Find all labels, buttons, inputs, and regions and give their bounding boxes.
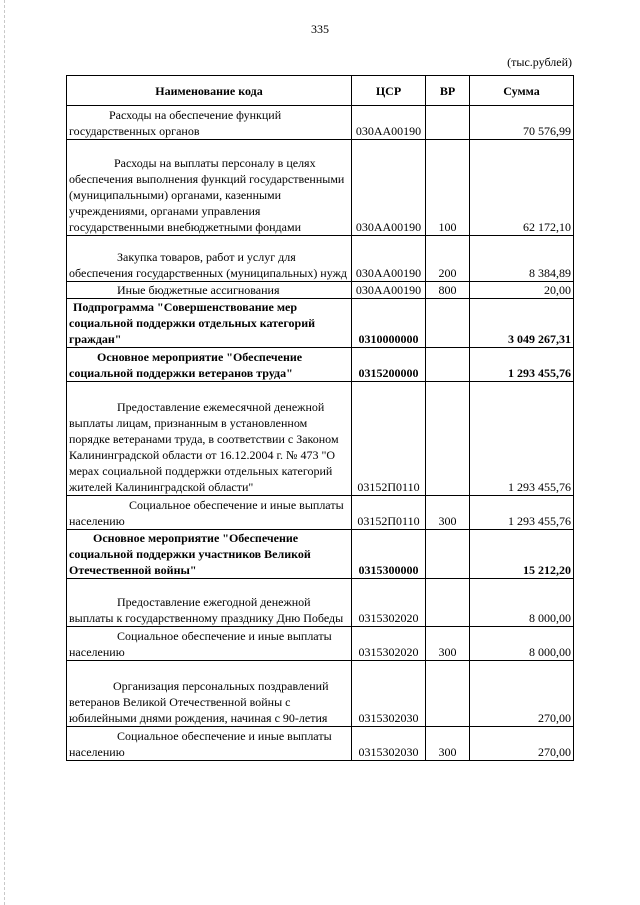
cell-name: [67, 627, 352, 661]
header-sum: Сумма: [470, 76, 574, 106]
cell-sum: 8 384,89: [470, 236, 574, 282]
cell-vr: 800: [426, 282, 470, 299]
cell-name-continuation: социальной поддержки участников Великой Отечественной войны": [69, 547, 311, 577]
cell-sum: 62 172,10: [470, 140, 574, 236]
cell-name: [67, 282, 352, 299]
cell-csr: 03152П0110: [352, 496, 426, 530]
cell-vr: 100: [426, 140, 470, 236]
cell-csr: 0315302030: [352, 661, 426, 727]
cell-vr: [426, 106, 470, 140]
cell-name-continuation: населению: [69, 745, 125, 759]
cell-sum: 270,00: [470, 661, 574, 727]
cell-name: [67, 661, 352, 727]
cell-name-first-line: Предоставление ежегодной денежной: [117, 595, 311, 609]
cell-vr: [426, 299, 470, 348]
table-row: [67, 236, 574, 282]
cell-csr: 030АА00190: [352, 236, 426, 282]
cell-name-continuation: населению: [69, 514, 125, 528]
cell-name: [67, 299, 352, 348]
cell-csr: 0315300000: [352, 530, 426, 579]
cell-sum: 1 293 455,76: [470, 496, 574, 530]
cell-name-continuation: социальной поддержки отдельных категорий граждан": [69, 316, 316, 346]
cell-vr: 300: [426, 727, 470, 761]
cell-name-first-line: Организация персональных поздравлений: [113, 679, 329, 693]
cell-vr: [426, 579, 470, 627]
cell-csr: 0315302030: [352, 727, 426, 761]
page-number: 335: [311, 22, 329, 36]
cell-vr: 200: [426, 236, 470, 282]
cell-csr: 0310000000: [352, 299, 426, 348]
cell-name-continuation: социальной поддержки ветеранов труда": [69, 366, 293, 380]
cell-sum: 270,00: [470, 727, 574, 761]
cell-name: [67, 236, 352, 282]
table-row: [67, 348, 574, 382]
cell-name: [67, 382, 352, 496]
table-row: [67, 140, 574, 236]
table-row: [67, 627, 574, 661]
cell-name-first-line: Закупка товаров, работ и услуг для: [117, 250, 296, 264]
cell-vr: [426, 382, 470, 496]
cell-name: [67, 106, 352, 140]
cell-name-first-line: Подпрограмма "Совершенствование мер: [73, 300, 298, 314]
cell-csr: 0315302020: [352, 627, 426, 661]
cell-name-continuation: выплаты лицам, признанным в установленном порядке ветеранами труда, в соответствии с Законом Калининградской области от 16.12.2004 г. № 473 "О мерах социальной поддержки отдельных категорий жителей Калининградской области": [69, 416, 339, 494]
cell-sum: 15 212,20: [470, 530, 574, 579]
cell-sum: 8 000,00: [470, 627, 574, 661]
header-csr: ЦСР: [352, 76, 426, 106]
cell-name: [67, 140, 352, 236]
cell-name-continuation: обеспечения государственных (муниципальных) нужд: [69, 266, 347, 280]
budget-table: [66, 75, 574, 761]
cell-name-first-line: Социальное обеспечение и иные выплаты: [129, 498, 344, 512]
cell-vr: 300: [426, 627, 470, 661]
cell-sum: 1 293 455,76: [470, 348, 574, 382]
cell-name-first-line: Иные бюджетные ассигнования: [117, 283, 280, 297]
cell-name-continuation: населению: [69, 645, 125, 659]
cell-name-first-line: Расходы на выплаты персоналу в целях: [114, 156, 316, 170]
cell-csr: 0315302020: [352, 579, 426, 627]
cell-name-continuation: обеспечения выполнения функций государственными (муниципальными) органами, казенными учреждениями, органами управления государственными внебюджетными фондами: [69, 172, 345, 234]
header-name: Наименование кода: [67, 76, 352, 106]
cell-name-first-line: Социальное обеспечение и иные выплаты: [117, 629, 332, 643]
cell-sum: 20,00: [470, 282, 574, 299]
cell-vr: [426, 348, 470, 382]
cell-name: [67, 579, 352, 627]
cell-sum: 8 000,00: [470, 579, 574, 627]
table-row: [67, 496, 574, 530]
cell-sum: 70 576,99: [470, 106, 574, 140]
cell-name-first-line: Расходы на обеспечение функций: [109, 108, 282, 122]
table-row: [67, 282, 574, 299]
table-row: [67, 299, 574, 348]
cell-csr: 0315200000: [352, 348, 426, 382]
cell-vr: [426, 661, 470, 727]
table-row: [67, 106, 574, 140]
cell-vr: [426, 530, 470, 579]
cell-vr: 300: [426, 496, 470, 530]
cell-sum: 1 293 455,76: [470, 382, 574, 496]
table-row: [67, 727, 574, 761]
cell-name-continuation: ветеранов Великой Отечественной войны с юбилейными днями рождения, начиная с 90-летия: [69, 695, 328, 725]
cell-name-first-line: Предоставление ежемесячной денежной: [117, 400, 325, 414]
cell-name-first-line: Социальное обеспечение и иные выплаты: [117, 729, 332, 743]
cell-name-continuation: выплаты к государственному празднику Дню Победы: [69, 611, 344, 625]
cell-sum: 3 049 267,31: [470, 299, 574, 348]
cell-name-first-line: Основное мероприятие "Обеспечение: [97, 350, 303, 364]
units-label: (тыс.рублей): [507, 55, 572, 69]
table-header-row: [67, 76, 574, 106]
cell-name: [67, 348, 352, 382]
table-row: [67, 530, 574, 579]
cell-csr: 03152П0110: [352, 382, 426, 496]
cell-name: [67, 530, 352, 579]
cell-csr: 030АА00190: [352, 106, 426, 140]
table-row: [67, 661, 574, 727]
cell-name-first-line: Основное мероприятие "Обеспечение: [93, 531, 299, 545]
cell-name: [67, 496, 352, 530]
table-row: [67, 382, 574, 496]
cell-csr: 030АА00190: [352, 282, 426, 299]
header-vr: ВР: [426, 76, 470, 106]
cell-name: [67, 727, 352, 761]
scan-edge-line: [4, 0, 5, 905]
table-row: [67, 579, 574, 627]
cell-name-continuation: государственных органов: [69, 124, 200, 138]
cell-csr: 030АА00190: [352, 140, 426, 236]
table-body: [67, 106, 574, 761]
